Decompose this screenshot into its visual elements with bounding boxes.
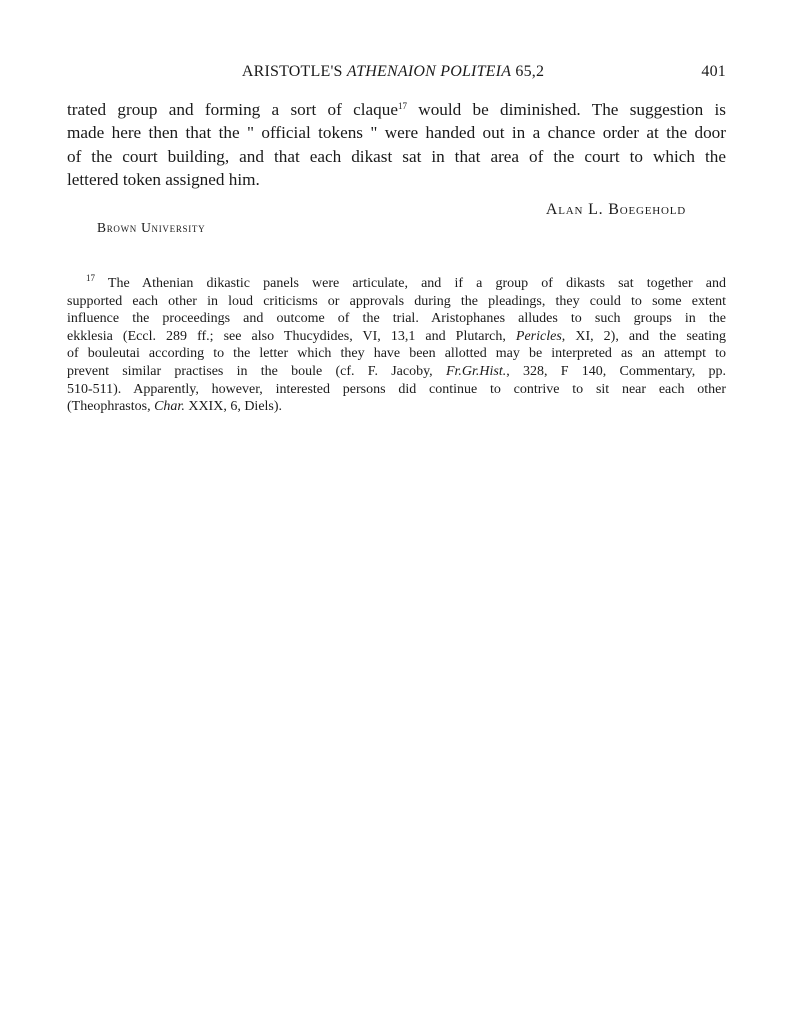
running-head-title (60, 63, 726, 81)
footnote-line: influence the proceedings and outcome of the trial. Aristophanes alludes to such groups in the (67, 311, 726, 327)
footnote-marker: 17 (86, 273, 95, 283)
footnote-line6-italic: Fr.Gr.Hist. (445, 363, 507, 379)
footnote-line4-italic: Pericles (515, 328, 562, 344)
page-number: 401 (701, 63, 726, 80)
footnote-line8-italic: Char. (154, 399, 185, 415)
footnote-line1-text: The Athenian dikastic panels were articulate, and if a group of dikasts sat together and (107, 276, 726, 291)
body-line (67, 98, 726, 121)
footnote-reference: 17 (398, 101, 407, 111)
footnote-line: supported each other in loud criticisms or approvals during the pleadings, they could to some extent (67, 293, 726, 309)
running-head (60, 63, 726, 85)
body-line1-text-a: trated group and forming a sort of claque (67, 100, 398, 119)
footnote-line8-text-b: XXIX, 6, Diels). (184, 399, 283, 415)
body-line: made here then that the " official tokens " were handed out in a chance order at the door (67, 123, 726, 143)
body-line: of the court building, and that each dikast sat in that area of the court to which the (67, 146, 726, 166)
footnote-line8-text-a: (Theophrastos, (67, 399, 155, 415)
footnote-line6-text-b: , 328, F 140, Commentary, pp. (506, 363, 726, 379)
footnote-line4-text-a: ekklesia (Eccl. 289 ff.; see also Thucydides, VI, 13,1 and Plutarch, (67, 328, 516, 344)
footnote-line6-text-a: prevent similar practises in the boule (cf. F. Jacoby, (67, 363, 446, 379)
running-head-suffix: 65,2 (511, 63, 545, 80)
running-head-prefix: ARISTOTLE'S (241, 63, 347, 80)
footnote-line: 510-511). Apparently, however, interested persons did continue to contrive to sit near each other (67, 381, 726, 397)
footnote-line4-text-b: , XI, 2), and the seating (561, 328, 726, 344)
footnote-line (67, 398, 726, 416)
author-name: Alan L. Boegehold (545, 201, 686, 218)
running-head-italic: ATHENAION POLITEIA (346, 63, 512, 80)
body-line1-text-b: would be diminished. The suggestion is (407, 100, 726, 119)
footnote-line: of bouleutai according to the letter which they have been allotted may be interpreted as an attempt to (67, 346, 726, 362)
body-paragraph (67, 98, 726, 191)
author-affiliation: Brown University (97, 220, 206, 235)
footnote-line (67, 363, 726, 381)
footnote (67, 275, 726, 416)
footnote-line (67, 328, 726, 346)
footnote-line (67, 275, 726, 293)
body-line: lettered token assigned him. (67, 169, 260, 189)
